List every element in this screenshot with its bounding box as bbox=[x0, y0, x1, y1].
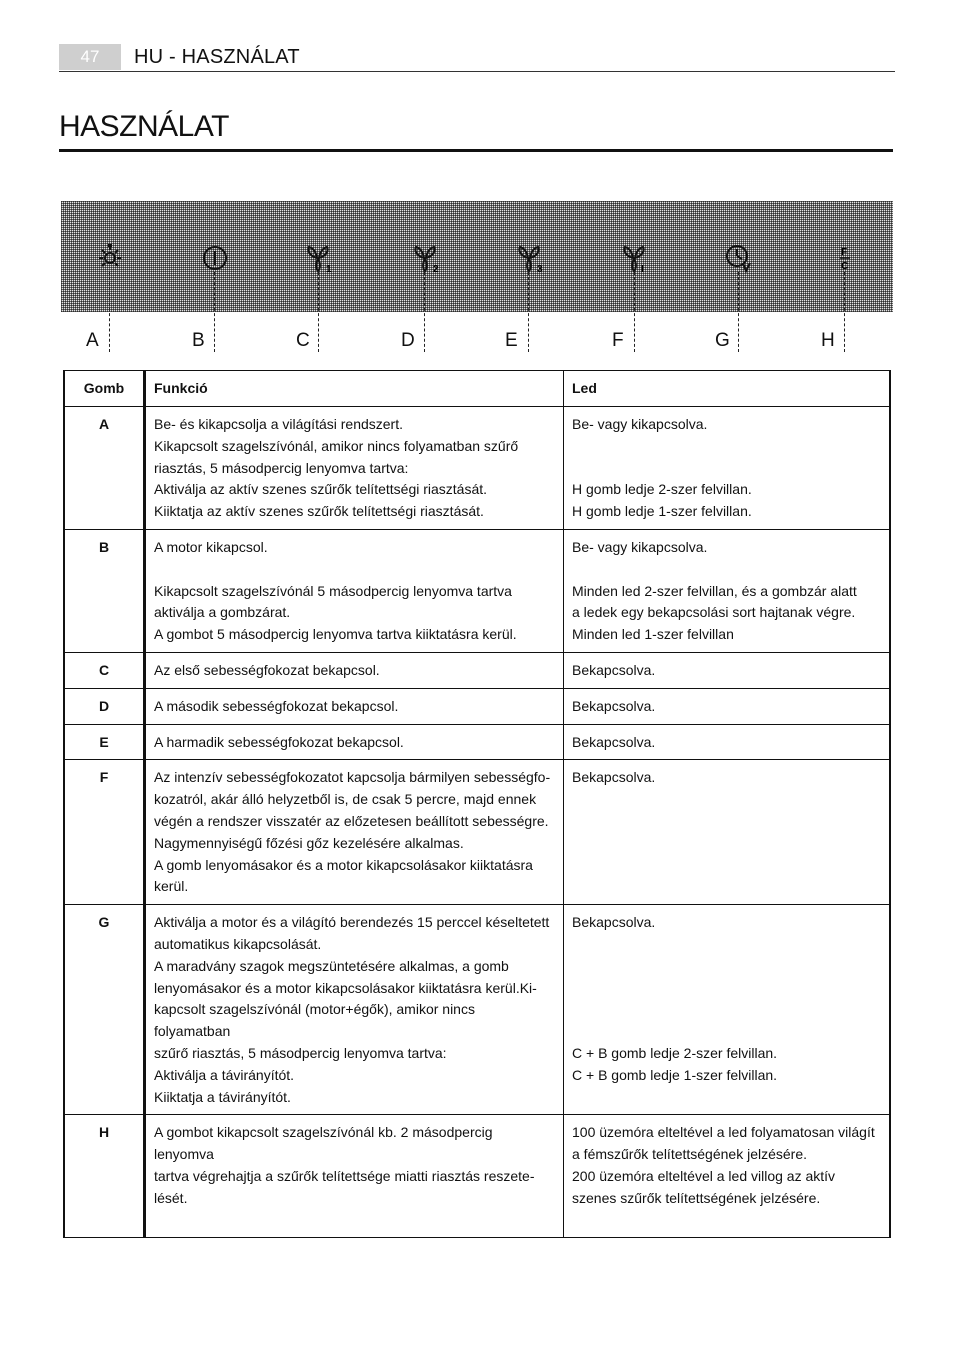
funkcio-line: Aktiválja a motor és a világító berendezés 15 perccel késeltetett bbox=[154, 914, 550, 931]
cell-gomb: F bbox=[64, 760, 145, 905]
callout-label-a: A bbox=[86, 330, 99, 351]
led-line: Be- vagy kikapcsolva. bbox=[572, 416, 708, 432]
leader-line-c bbox=[318, 272, 319, 352]
led-line: Be- vagy kikapcsolva. bbox=[572, 538, 708, 555]
led-line: Minden led 1-szer felvillan bbox=[572, 626, 734, 643]
led-line: Bekapcsolva. bbox=[572, 769, 656, 786]
table-row bbox=[64, 652, 890, 688]
callout-label-e: E bbox=[505, 330, 518, 351]
leader-line-h bbox=[844, 272, 845, 352]
led-line bbox=[572, 956, 881, 978]
led-line: a fémszűrők telítettségének jelzésére. bbox=[572, 1146, 808, 1163]
funkcio-line: Aktiválja a távirányítót. bbox=[154, 1066, 295, 1083]
led-line: Bekapcsolva. bbox=[572, 733, 656, 750]
funkcio-line: Nagymennyiségű főzési gőz kezelésére alkalmas. bbox=[154, 834, 464, 851]
leader-line-a bbox=[109, 272, 110, 352]
leader-line-e bbox=[528, 272, 529, 352]
callout-label-h: H bbox=[821, 330, 835, 351]
cell-gomb: D bbox=[64, 688, 145, 724]
filter-led-icon bbox=[828, 241, 860, 275]
svg-text:2: 2 bbox=[433, 264, 439, 275]
power-icon bbox=[199, 241, 231, 275]
callout-label-c: C bbox=[296, 330, 310, 351]
table-row bbox=[64, 688, 890, 724]
timer-icon bbox=[723, 241, 755, 275]
svg-text:1: 1 bbox=[326, 264, 332, 275]
led-line: 200 üzemóra elteltével a led villog az aktív bbox=[572, 1167, 836, 1184]
page-title: HASZNÁLAT bbox=[59, 110, 229, 143]
led-line: 100 üzemóra elteltével a led folyamatosan világít bbox=[572, 1124, 875, 1141]
led-line: szenes szűrők telítettségének jelzésére. bbox=[572, 1189, 821, 1206]
funkcio-line: szűrő riasztás, 5 másodpercig lenyomva tartva: bbox=[154, 1044, 447, 1061]
page-number: 47 bbox=[59, 44, 121, 70]
funkcio-line: Az első sebességfokozat bekapcsol. bbox=[154, 661, 380, 678]
cell-gomb: H bbox=[64, 1115, 145, 1238]
led-line: H gomb ledje 2-szer felvillan. bbox=[572, 481, 752, 498]
led-line bbox=[572, 1021, 881, 1043]
funkcio-line: kapcsolt szagelszívónál (motor+égők), amikor nincs folyamatban bbox=[154, 1001, 479, 1040]
funkcio-line: Az intenzív sebességfokozatot kapcsolja bármilyen sebességfo- bbox=[154, 769, 551, 786]
cell-funkcio bbox=[145, 407, 564, 530]
svg-text:F: F bbox=[841, 247, 848, 258]
cell-funkcio bbox=[145, 724, 564, 760]
funkcio-line: A gombot 5 másodpercig lenyomva tartva kiiktatásra kerül. bbox=[154, 626, 517, 643]
funkcio-line: Aktiválja az aktív szenes szűrők telítettségi riasztását. bbox=[154, 481, 488, 498]
funkcio-line bbox=[154, 559, 555, 581]
table-row bbox=[64, 905, 890, 1115]
led-line: a ledek egy bekapcsolási sort hajtanak végre. bbox=[572, 604, 856, 621]
fan-speed-1-icon bbox=[302, 241, 334, 275]
funkcio-line: A harmadik sebességfokozat bekapcsol. bbox=[154, 733, 404, 750]
column-header-led: Led bbox=[564, 371, 891, 407]
led-line: C + B gomb ledje 2-szer felvillan. bbox=[572, 1044, 778, 1061]
funkcio-line: Kikapcsolt szagelszívónál 5 másodpercig lenyomva tartva bbox=[154, 582, 512, 599]
leader-line-f bbox=[634, 272, 635, 352]
cell-funkcio bbox=[145, 760, 564, 905]
cell-led bbox=[564, 407, 891, 530]
led-line: Bekapcsolva. bbox=[572, 697, 656, 714]
cell-funkcio bbox=[145, 529, 564, 652]
funkcio-line: kerül. bbox=[154, 878, 189, 895]
callout-label-f: F bbox=[612, 330, 624, 351]
svg-text:C: C bbox=[841, 261, 849, 272]
cell-gomb: C bbox=[64, 652, 145, 688]
fan-speed-2-icon bbox=[409, 241, 441, 275]
cell-funkcio bbox=[145, 1115, 564, 1238]
header-rule bbox=[59, 71, 895, 72]
table-header-row bbox=[64, 371, 890, 407]
funkcio-line: A motor kikapcsol. bbox=[154, 538, 268, 555]
cell-led bbox=[564, 1115, 891, 1238]
funkcio-line: Be- és kikapcsolja a világítási rendszert. bbox=[154, 416, 403, 432]
control-panel bbox=[61, 201, 893, 312]
funkcio-line: Kikapcsolt szagelszívónál, amikor nincs folyamatban szűrő bbox=[154, 437, 519, 454]
cell-led bbox=[564, 529, 891, 652]
funkcio-line: lenyomásakor és a motor kikapcsolásakor kiiktatásra kerül.Ki- bbox=[154, 979, 537, 996]
cell-led bbox=[564, 652, 891, 688]
table-row bbox=[64, 407, 890, 530]
cell-gomb: B bbox=[64, 529, 145, 652]
section-header: HU - HASZNÁLAT bbox=[134, 46, 300, 68]
cell-led bbox=[564, 724, 891, 760]
funkcio-line: kozatról, akár álló helyzetből is, de csak 5 percre, majd ennek bbox=[154, 791, 537, 808]
fan-speed-3-icon bbox=[513, 241, 545, 275]
callout-label-b: B bbox=[192, 330, 205, 351]
cell-gomb: A bbox=[64, 407, 145, 530]
table-row bbox=[64, 529, 890, 652]
led-line: C + B gomb ledje 1-szer felvillan. bbox=[572, 1066, 778, 1083]
svg-text:3: 3 bbox=[537, 264, 543, 275]
leader-line-b bbox=[214, 272, 215, 352]
funkcio-line: A második sebességfokozat bekapcsol. bbox=[154, 697, 399, 714]
funkcio-line bbox=[154, 1210, 555, 1232]
led-line: Minden led 2-szer felvillan, és a gombzár alatt bbox=[572, 582, 857, 599]
funkcio-line: Kiiktatja az aktív szenes szűrők telítettségi riasztását. bbox=[154, 503, 484, 520]
led-line bbox=[572, 999, 881, 1021]
led-line: Bekapcsolva. bbox=[572, 914, 656, 931]
led-line: Bekapcsolva. bbox=[572, 661, 656, 678]
led-line: H gomb ledje 1-szer felvillan. bbox=[572, 503, 752, 520]
cell-gomb: E bbox=[64, 724, 145, 760]
funkcio-line: A maradvány szagok megszüntetésére alkalmas, a gomb bbox=[154, 957, 509, 974]
table-row bbox=[64, 1115, 890, 1238]
callout-label-d: D bbox=[401, 330, 415, 351]
leader-line-g bbox=[738, 272, 739, 352]
funkcio-line: riasztás, 5 másodpercig lenyomva tartva: bbox=[154, 459, 409, 476]
cell-funkcio bbox=[145, 688, 564, 724]
funkcio-line: aktiválja a gombzárat. bbox=[154, 604, 291, 621]
funkcio-line: A gomb lenyomásakor és a motor kikapcsolásakor kiiktatásra bbox=[154, 856, 533, 873]
cell-funkcio bbox=[145, 905, 564, 1115]
led-line bbox=[572, 436, 881, 458]
funkcio-line: automatikus kikapcsolását. bbox=[154, 935, 322, 952]
function-table bbox=[63, 370, 891, 1238]
title-rule bbox=[59, 149, 893, 152]
column-header-funkcio: Funkció bbox=[145, 371, 564, 407]
fan-intensive-icon bbox=[618, 241, 650, 275]
funkcio-line: A gombot kikapcsolt szagelszívónál kb. 2 másodpercig lenyomva bbox=[154, 1124, 497, 1163]
led-line bbox=[572, 978, 881, 1000]
column-header-gomb: Gomb bbox=[64, 371, 145, 407]
cell-led bbox=[564, 905, 891, 1115]
callout-label-g: G bbox=[715, 330, 730, 351]
funkcio-line: lését. bbox=[154, 1189, 188, 1206]
leader-line-d bbox=[424, 272, 425, 352]
cell-gomb: G bbox=[64, 905, 145, 1115]
led-line bbox=[572, 458, 881, 480]
table-row bbox=[64, 724, 890, 760]
cell-funkcio bbox=[145, 652, 564, 688]
cell-led bbox=[564, 760, 891, 905]
table-row bbox=[64, 760, 890, 905]
funkcio-line: végén a rendszer visszatér az előzetesen beállított sebességre. bbox=[154, 812, 549, 829]
funkcio-line: Kiiktatja a távirányítót. bbox=[154, 1088, 291, 1105]
cell-led bbox=[564, 688, 891, 724]
led-line bbox=[572, 934, 881, 956]
funkcio-line: tartva végrehajtja a szűrők telítettsége miatti riasztás reszete- bbox=[154, 1167, 535, 1184]
svg-text:I: I bbox=[641, 264, 644, 275]
led-line bbox=[572, 559, 881, 581]
light-bulb-icon bbox=[94, 241, 126, 275]
